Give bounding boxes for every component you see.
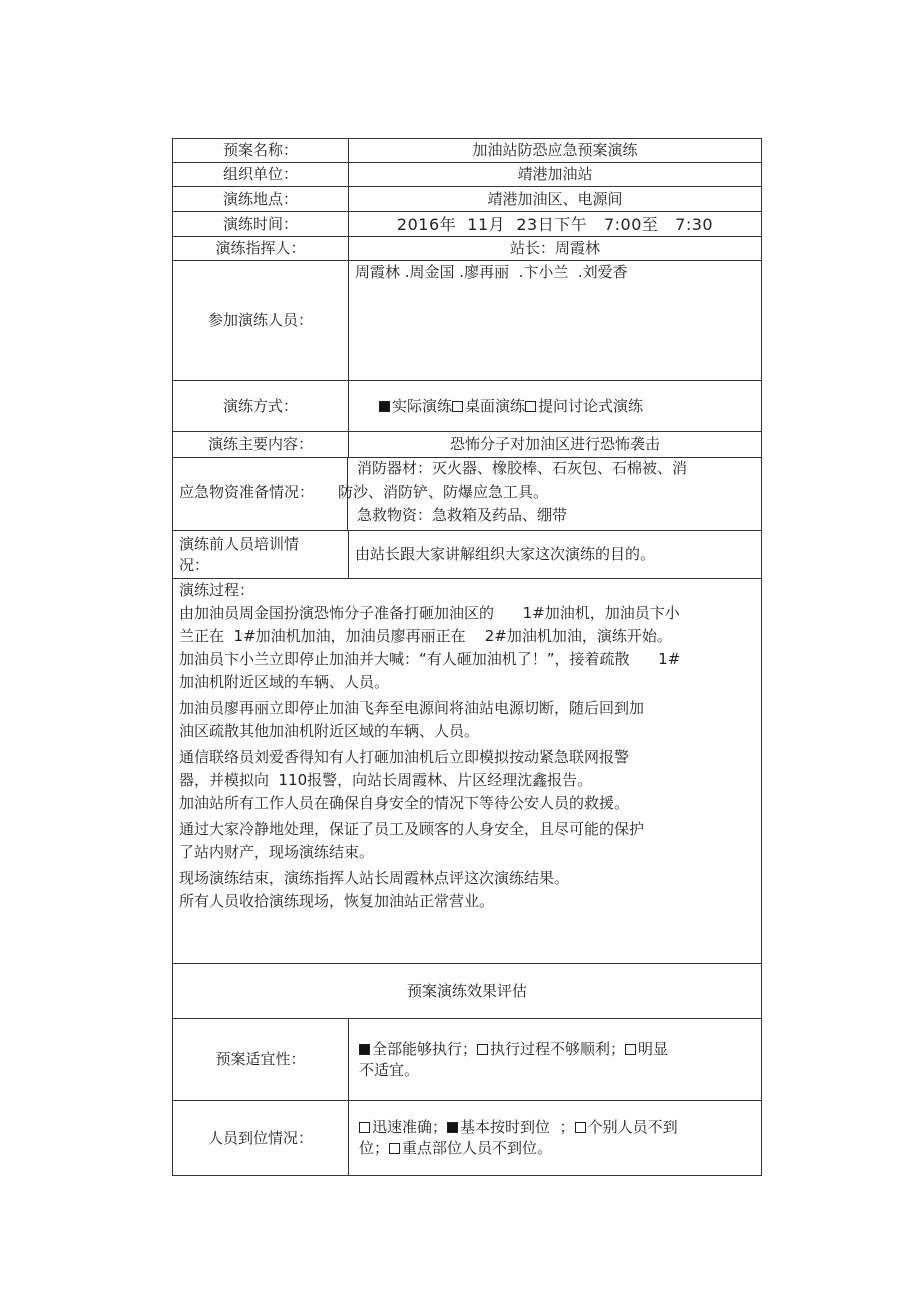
suitability-label: 预案适宜性： xyxy=(173,1019,349,1101)
supplies-line-2: 防沙、消防铲、防爆应急工具。 xyxy=(338,483,549,501)
participants-value: 周霞林 .周金国 .廖再丽 .卞小兰 .刘爱香 xyxy=(349,261,762,381)
org-unit-label: 组织单位： xyxy=(173,163,349,187)
process-line: 所有人员收拾演练现场，恢复加油站正常营业。 xyxy=(179,892,495,910)
content-label: 演练主要内容： xyxy=(173,432,349,458)
unchecked-box-icon xyxy=(575,1122,586,1133)
participants-label: 参加演练人员： xyxy=(173,261,349,381)
row-participants xyxy=(173,261,762,381)
process-line: 由加油员周金国扮演恐怖分子准备打砸加油区的 1#加油机，加油员卞小 xyxy=(179,604,680,622)
attendance-option-key-absent: 重点部位人员不到位。 xyxy=(402,1139,553,1157)
checked-box-icon xyxy=(379,401,390,412)
attendance-line-2-text: 位； xyxy=(359,1139,390,1157)
unchecked-box-icon xyxy=(359,1122,370,1133)
training-label xyxy=(173,531,349,579)
row-commander xyxy=(173,237,762,261)
unchecked-box-icon xyxy=(525,401,536,412)
method-value xyxy=(349,381,762,432)
process-line: 兰正在 1#加油机加油，加油员廖再丽正在 2#加油机加油，演练开始。 xyxy=(179,627,672,645)
row-attendance xyxy=(173,1101,762,1176)
row-training xyxy=(173,531,762,579)
unchecked-box-icon xyxy=(625,1044,636,1055)
process-line: 加油员廖再丽立即停止加油飞奔至电源间将油站电源切断，随后回到加 xyxy=(179,699,645,717)
unchecked-box-icon xyxy=(389,1143,400,1154)
row-evaluation-title xyxy=(173,964,762,1019)
training-label-line-2: 况： xyxy=(179,555,210,574)
row-method xyxy=(173,381,762,432)
checked-box-icon xyxy=(359,1044,370,1055)
row-content xyxy=(173,432,762,458)
unchecked-box-icon xyxy=(477,1044,488,1055)
method-label: 演练方式： xyxy=(173,381,349,432)
method-option-desktop: 桌面演练 xyxy=(465,396,526,415)
process-cell xyxy=(173,579,762,964)
checked-box-icon xyxy=(447,1122,458,1133)
process-line: 了站内财产，现场演练结束。 xyxy=(179,843,375,861)
commander-label: 演练指挥人： xyxy=(173,237,349,261)
process-line: 通信联络员刘爱香得知有人打砸加油机后立即模拟按动紧急联网报警 xyxy=(179,748,630,766)
time-value: 2016年 11月 23日下午 7:00至 7:30 xyxy=(349,212,762,237)
attendance-value xyxy=(349,1101,762,1176)
supplies-line-3: 急救物资：急救箱及药品、绷带 xyxy=(357,506,568,524)
suitability-option-all: 全部能够执行； xyxy=(372,1039,478,1058)
row-process xyxy=(173,579,762,964)
process-line: 加油站所有工作人员在确保自身安全的情况下等待公安人员的救援。 xyxy=(179,794,630,812)
unchecked-box-icon xyxy=(452,401,463,412)
process-line: 加油员卞小兰立即停止加油并大喊：“有人砸加油机了！”，接着疏散 1# xyxy=(179,650,681,668)
process-title: 演练过程： xyxy=(179,581,255,599)
row-plan-name xyxy=(173,139,762,163)
commander-value: 站长：周霞林 xyxy=(349,237,762,261)
row-supplies xyxy=(173,458,762,531)
plan-name-label: 预案名称： xyxy=(173,139,349,163)
content-value: 恐怖分子对加油区进行恐怖袭击 xyxy=(349,432,762,458)
time-label: 演练时间： xyxy=(173,212,349,237)
drill-record-table xyxy=(172,138,762,1176)
location-label: 演练地点： xyxy=(173,187,349,212)
attendance-option-quick: 迅速准确； xyxy=(372,1118,448,1136)
suitability-option-not-smooth: 执行过程不够顺利； xyxy=(490,1039,626,1058)
method-option-actual: 实际演练 xyxy=(392,396,453,415)
suitability-options xyxy=(359,1039,755,1060)
row-suitability xyxy=(173,1019,762,1101)
supplies-line-1: 消防器材：灭火器、橡胶棒、石灰包、石棉被、消 xyxy=(357,459,688,477)
row-time xyxy=(173,212,762,237)
suitability-option-obvious: 明显 xyxy=(638,1039,669,1058)
supplies-cell xyxy=(173,458,762,531)
suitability-value xyxy=(349,1019,762,1101)
training-label-line-1: 演练前人员培训情 xyxy=(179,534,300,553)
supplies-label: 应急物资准备情况： xyxy=(179,483,315,501)
attendance-option-some-absent: 个别人员不到 xyxy=(587,1118,678,1136)
process-line: 通过大家冷静地处理，保证了员工及顾客的人身安全，且尽可能的保护 xyxy=(179,820,645,838)
suitability-line-2: 不适宜。 xyxy=(359,1060,420,1079)
drill-record-form xyxy=(172,138,762,1176)
plan-name-value: 加油站防恐应急预案演练 xyxy=(349,139,762,163)
process-line: 现场演练结束，演练指挥人站长周霞林点评这次演练结果。 xyxy=(179,869,570,887)
location-value: 靖港加油区、电源间 xyxy=(349,187,762,212)
process-line: 油区疏散其他加油机附近区域的车辆、人员。 xyxy=(179,722,480,740)
attendance-line-2 xyxy=(359,1138,755,1159)
method-option-discussion: 提问讨论式演练 xyxy=(538,396,644,415)
attendance-options xyxy=(359,1117,755,1138)
row-org-unit xyxy=(173,163,762,187)
process-line: 器，并模拟向 110报警，向站长周霞林、片区经理沈鑫报告。 xyxy=(179,771,593,789)
process-line: 加油机附近区域的车辆、人员。 xyxy=(179,673,390,691)
row-location xyxy=(173,187,762,212)
attendance-label: 人员到位情况： xyxy=(173,1101,349,1176)
attendance-option-ontime: 基本按时到位 ； xyxy=(460,1118,575,1136)
training-value: 由站长跟大家讲解组织大家这次演练的目的。 xyxy=(349,531,762,579)
evaluation-title: 预案演练效果评估 xyxy=(173,964,762,1019)
org-unit-value: 靖港加油站 xyxy=(349,163,762,187)
